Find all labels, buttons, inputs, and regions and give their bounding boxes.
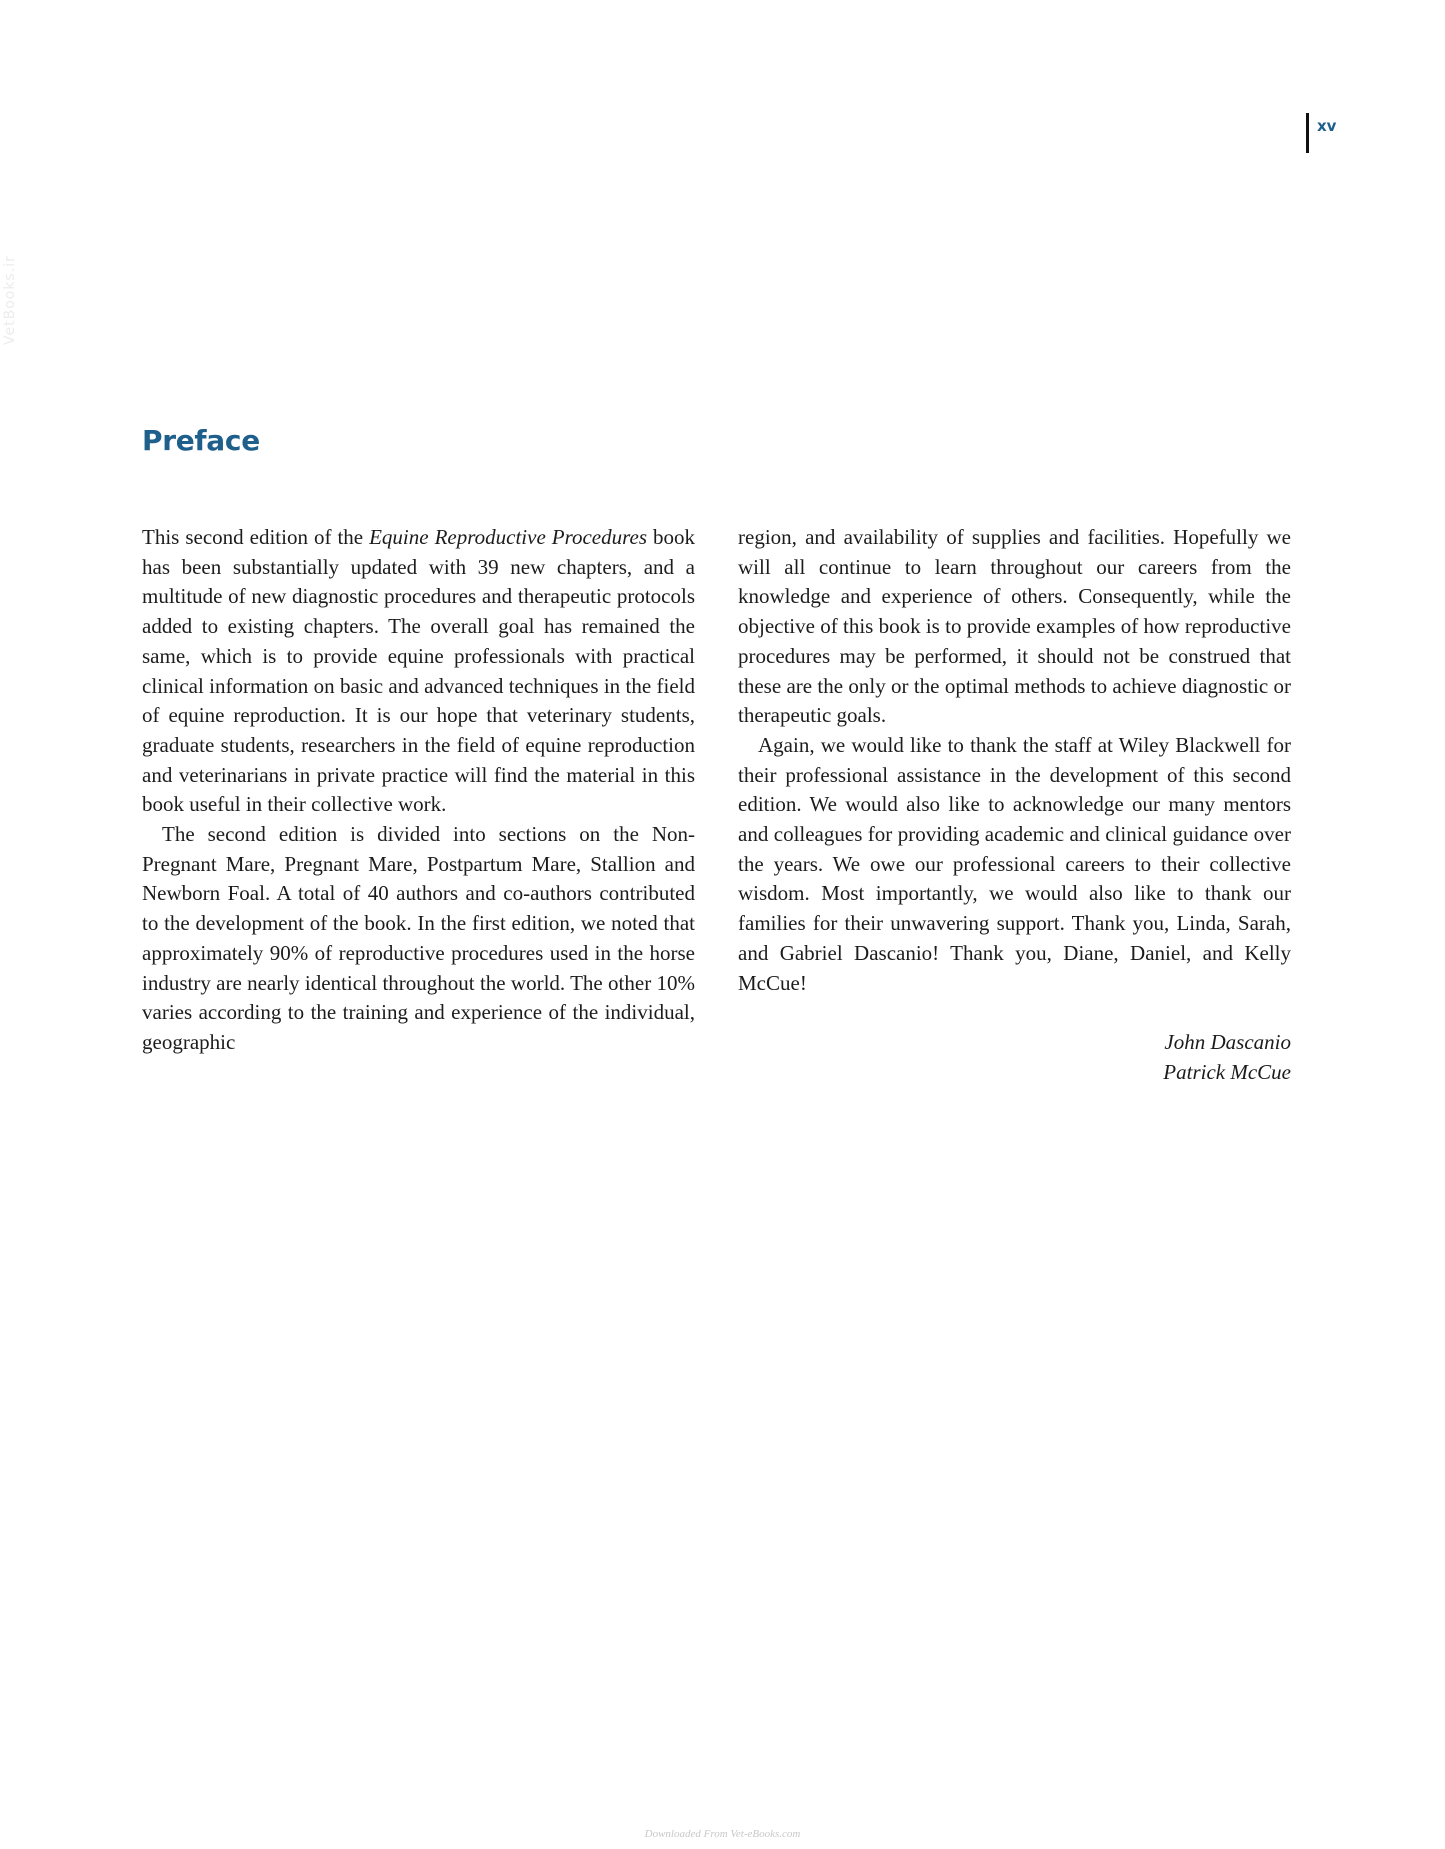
- page-number-rule: [1306, 113, 1309, 153]
- paragraph-1: [142, 523, 695, 820]
- paragraph-2: The second edition is divided into sections on the Non-Pregnant Mare, Pregnant Mare, Postpartum Mare, Stallion and Newborn Foal. A total of 40 authors and co-authors contributed to the development of the book. In the first edition, we noted that approximately 90% of reproductive procedures used in the horse industry are nearly identical throughout the world. The other 10% varies according to the training and experience of the individual, geographic: [142, 822, 695, 1054]
- page-number: xv: [1317, 117, 1337, 135]
- paragraph-1-lead: This second edition of the: [142, 525, 370, 549]
- text-column-left: [142, 523, 695, 1058]
- signature-author-1: John Dascanio: [1164, 1029, 1291, 1054]
- text-column-right: [738, 523, 1291, 1087]
- page-title: Preface: [142, 424, 260, 457]
- page-number-marker: [1306, 113, 1336, 153]
- paragraph-2-continued: region, and availability of supplies and facilities. Hopefully we will all continue to learn throughout our careers from the knowledge and experience of others. Consequently, while the objective of this book is to provide examples of how reproductive procedures may be performed, it should not be construed that these are the only or the optimal methods to achieve diagnostic or therapeutic goals.: [738, 525, 1291, 728]
- paragraph-1-body: book has been substantially updated with 39 new chapters, and a multitude of new diagnostic procedures and therapeutic protocols added to existing chapters. The overall goal has remained the same, which is to provide equine professionals with practical clinical information on basic and advanced techniques in the field of equine reproduction. It is our hope that veterinary students, graduate students, researchers in the field of equine reproduction and veterinarians in private practice will find the material in this book useful in their collective work.: [142, 525, 696, 817]
- signature-author-2: Patrick McCue: [1163, 1059, 1291, 1084]
- book-title: Equine Reproductive Procedures: [369, 525, 648, 549]
- signature-block: [738, 1028, 1291, 1087]
- side-watermark: VetBooks.ir: [2, 255, 18, 345]
- paragraph-3: Again, we would like to thank the staff at Wiley Blackwell for their professional assistance in the development of this second edition. We would also like to acknowledge our many mentors and colleagues for providing academic and clinical guidance over the years. We owe our professional careers to their collective wisdom. Most importantly, we would also like to thank our families for their unwavering support. Thank you, Linda, Sarah, and Gabriel Dascanio! Thank you, Diane, Daniel, and Kelly McCue!: [738, 732, 1291, 995]
- footer-watermark: Downloaded From Vet-eBooks.com: [644, 1828, 801, 1840]
